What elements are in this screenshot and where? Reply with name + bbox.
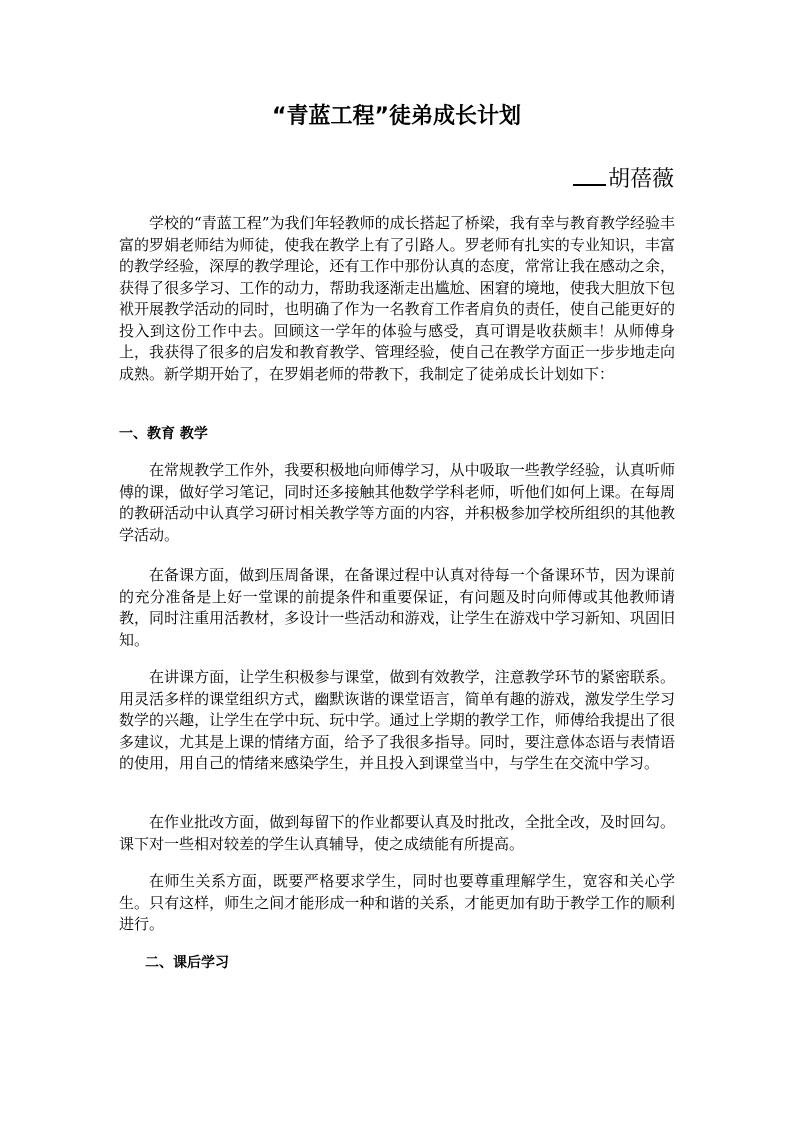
section-heading-teaching: 一、教育 教学 [119, 426, 208, 442]
author-line [573, 162, 674, 195]
intro-paragraph: 学校的“青蓝工程”为我们年轻教师的成长搭起了桥梁，我有幸与教育教学经验丰富的罗娟老师结为师徒，使我在教学上有了引路人。罗老师有扎实的专业知识，丰富的教学经验，深厚的教学理论，还有工作中那份认真的态度，常常让我在感动之余，获得了很多学习、工作的动力，帮助我逐渐走出尴尬、困窘的境地，使我大胆放下包袱开展教学活动的同时，也明确了作为一名教育工作者肩负的责任，使自己能更好的投入到这份工作中去。回顾这一学年的体验与感受，真可谓是收获颇丰！从师傅身上，我获得了很多的启发和教育教学、管理经验，使自己在教学方面正一步步地走向成熟。新学期开始了，在罗娟老师的带教下，我制定了徒弟成长计划如下： [119, 214, 675, 383]
author-underline [573, 162, 606, 186]
author-name: 胡蓓薇 [607, 167, 674, 192]
paragraph-routine-teaching: 在常规教学工作外，我要积极地向师傅学习，从中吸取一些教学经验，认真听师傅的课，做好学习笔记，同时还多接触其他数学学科老师，听他们如何上课。在每周的教研活动中认真学习研讨相关教学等方面的内容，并积极参加学校所组织的其他教学活动。 [119, 461, 675, 544]
section-heading-after-class-study: 二、课后学习 [145, 955, 229, 971]
paragraph-lecturing: 在讲课方面，让学生积极参与课堂，做到有效教学，注意教学环节的紧密联系。用灵活多样的课堂组织方式，幽默诙谐的课堂语言，简单有趣的游戏，激发学生学习数学的兴趣，让学生在学中玩、玩中学。通过上学期的教学工作，师傅给我提出了很多建议，尤其是上课的情绪方面，给予了我很多指导。同时，要注意体态语与表情语的使用，用自己的情绪来感染学生，并且投入到课堂当中，与学生在交流中学习。 [119, 668, 675, 772]
paragraph-homework-correction: 在作业批改方面，做到每留下的作业都要认真及时批改，全批全改，及时回勾。课下对一些相对较差的学生认真辅导，使之成绩能有所提高。 [119, 813, 675, 853]
paragraph-teacher-student-relationship: 在师生关系方面，既要严格要求学生，同时也要尊重理解学生，宽容和关心学生。只有这样，师生之间才能形成一种和谐的关系，才能更加有助于教学工作的顺利进行。 [119, 872, 675, 933]
document-title: “青蓝工程”徒弟成长计划 [272, 104, 521, 129]
paragraph-lesson-preparation: 在备课方面，做到压周备课，在备课过程中认真对待每一个备课环节，因为课前的充分准备是上好一堂课的前提条件和重要保证，有问题及时向师傅或其他教师请教，同时注重用活教材，多设计一些活动和游戏，让学生在游戏中学习新知、巩固旧知。 [119, 566, 675, 649]
